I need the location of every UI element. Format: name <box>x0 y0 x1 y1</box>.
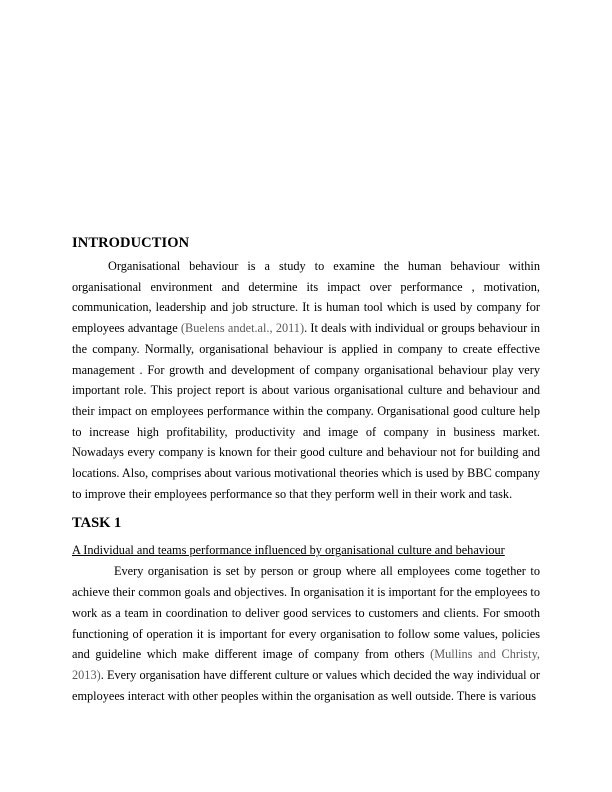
citation-buelens: (Buelens andet.al., 2011) <box>180 321 305 336</box>
task-1-subheading: A Individual and teams performance influenced by organisational culture and behaviour <box>72 543 505 558</box>
task-1-heading: TASK 1 <box>72 515 122 532</box>
task-1-paragraph <box>72 561 540 706</box>
page-content <box>72 234 540 706</box>
introduction-text-part-2: . It deals with individual or groups behaviour in the company. Normally, organisational behaviour is applied in company to create effective management . For growth and development of company organisational behaviour play very important role. This project report is about various organisational culture and behaviour and their impact on employees performance within the company. Organisational good culture help to increase high profitability, productivity and image of company in business market. Nowadays every company is known for their good culture and behaviour not for building and locations. Also, comprises about various motivational theories which is used by BBC company to improve their employees performance so that they perform well in their work and task. <box>72 321 540 501</box>
introduction-heading: INTRODUCTION <box>72 235 190 251</box>
introduction-paragraph <box>72 256 540 504</box>
task-1-text-part-1: Every organisation is set by person or group where all employees come together to achieve their common goals and objectives. In organisation it is important for the employees to work as a team in coordination to deliver good services to customers and clients. For smooth functioning of operation it is important for every organisation to follow some values, policies and guideline which make different image of company from others <box>72 564 540 662</box>
task-1-text-part-2: . Every organisation have different culture or values which decided the way individual or employees interact with other peoples within the organisation as well outside. There is various <box>72 667 540 703</box>
introduction-text-part-1: Organisational behaviour is a study to examine the human behaviour within organisational environment and determine its impact over performance , motivation, communication, leadership and job structure. It is human tool which is used by company for employees advantage <box>72 259 540 336</box>
citation-mullins: (Mullins and Christy, 2013) <box>72 647 540 682</box>
